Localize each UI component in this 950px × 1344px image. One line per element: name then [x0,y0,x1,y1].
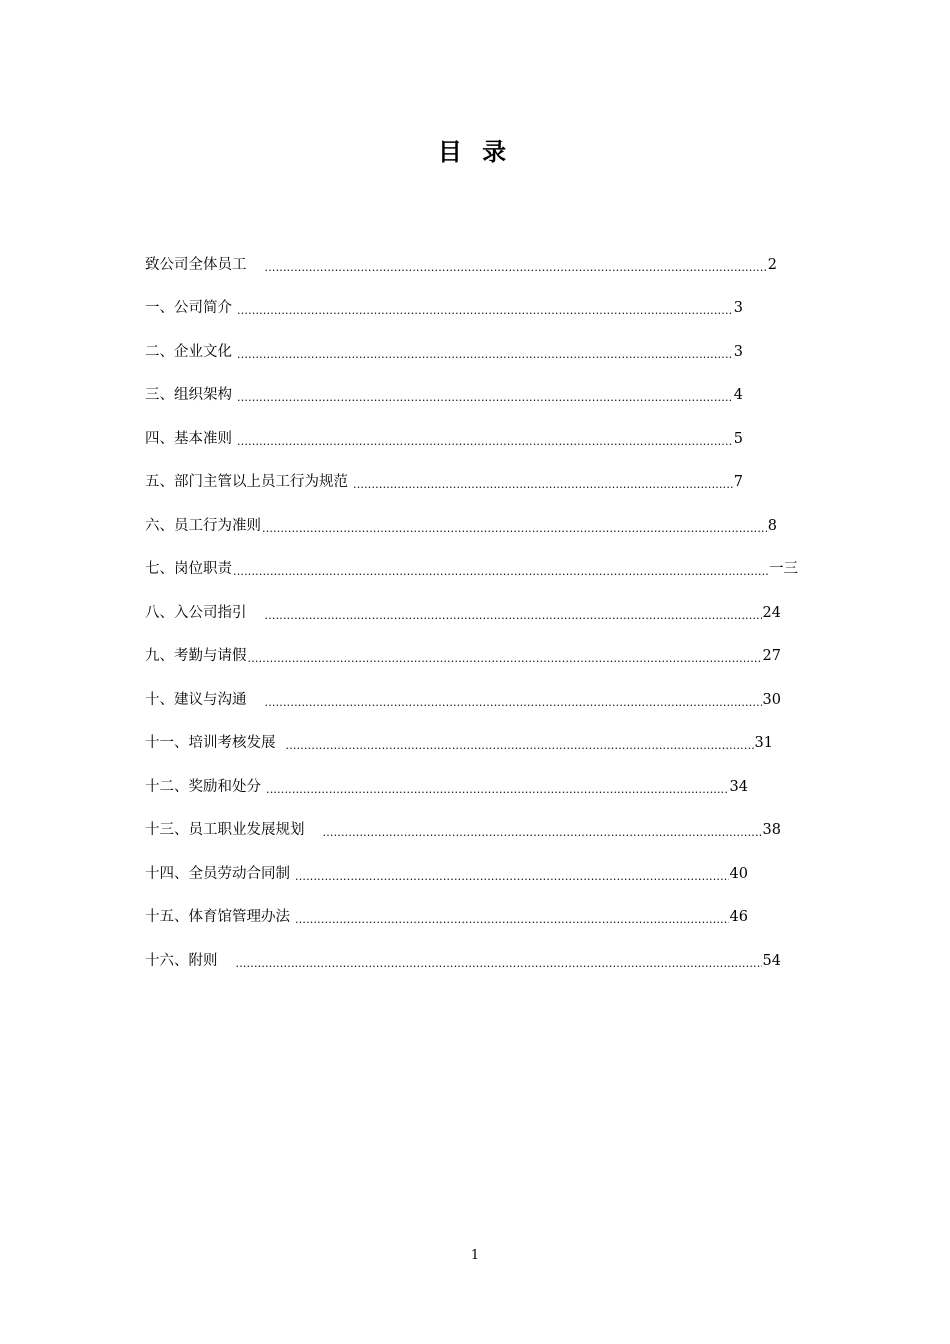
toc-entry-page: 34 [729,779,748,795]
toc-leader-dots [237,297,733,319]
toc-entry-label: 八、入公司指引 [145,605,247,621]
toc-entry-label: 十二、奖励和处分 [145,779,261,795]
page-title: 目 录 [437,138,513,166]
toc-entry-page: 46 [729,909,748,925]
toc-leader-dots [265,689,762,711]
toc-leader-dots [353,471,733,493]
toc-entry-label: 七、岗位职责 [145,561,232,577]
toc-entry-page: 5 [733,431,743,447]
toc-entry-label: 六、员工行为准则 [145,518,261,534]
toc-entry-page: 30 [762,692,781,708]
toc-entry[interactable] [145,297,743,319]
toc-entry[interactable] [145,645,781,667]
toc-leader-dots [323,819,762,841]
toc-entry-page: 27 [762,648,781,664]
toc-leader-dots [237,428,733,450]
toc-entry[interactable] [145,819,781,841]
toc-entry[interactable] [145,471,743,493]
toc-entry-page: 31 [754,735,773,751]
toc-leader-dots [265,602,762,624]
toc-entry-page: 2 [767,257,777,273]
toc-entry[interactable] [145,732,773,754]
toc-entry-label: 十六、附则 [145,953,218,969]
toc-leader-dots [248,645,762,667]
toc-entry-page: 40 [729,866,748,882]
toc-entry-label: 十三、员工职业发展规划 [145,822,305,838]
toc-leader-dots [295,906,729,928]
toc-entry[interactable] [145,602,781,624]
toc-entry[interactable] [145,863,748,885]
toc-entry[interactable] [145,428,743,450]
toc-entry-page: 7 [733,474,743,490]
toc-entry-page: 4 [733,387,743,403]
toc-entry-page: 8 [767,518,777,534]
toc-entry-page: 24 [762,605,781,621]
toc-entry[interactable] [145,950,781,972]
toc-leader-dots [295,863,729,885]
toc-entry-label: 一、公司简介 [145,300,232,316]
toc-leader-dots [265,254,767,276]
toc-entry-page: 3 [733,344,743,360]
toc-entry-page: 38 [762,822,781,838]
toc-leader-dots [286,732,754,754]
toc-entry-label: 十一、培训考核发展 [145,735,276,751]
toc-leader-dots [237,341,733,363]
toc-entry-label: 三、组织架构 [145,387,232,403]
toc-entry[interactable] [145,906,748,928]
toc-entry-label: 四、基本准则 [145,431,232,447]
toc-entry[interactable] [145,254,777,276]
toc-entry-label: 十四、全员劳动合同制 [145,866,290,882]
toc-leader-dots [266,776,729,798]
toc-entry[interactable] [145,341,743,363]
toc-entry[interactable] [145,558,798,580]
toc-entry[interactable] [145,384,743,406]
page-number: 1 [470,1248,480,1263]
toc-leader-dots [236,950,762,972]
toc-entry[interactable] [145,689,781,711]
toc-leader-dots [237,384,733,406]
toc-leader-dots [262,515,767,537]
toc-entry-page: 一三 [769,561,798,577]
toc-entry-label: 十五、体育馆管理办法 [145,909,290,925]
toc-entry-page: 54 [762,953,781,969]
toc-entry-label: 二、企业文化 [145,344,232,360]
toc-entry-label: 十、建议与沟通 [145,692,247,708]
toc-entry[interactable] [145,776,748,798]
toc-entry[interactable] [145,515,777,537]
toc-leader-dots [233,558,768,580]
toc-entry-label: 九、考勤与请假 [145,648,247,664]
toc-entry-page: 3 [733,300,743,316]
toc-entry-label: 五、部门主管以上员工行为规范 [145,474,348,490]
toc-entry-label: 致公司全体员工 [145,257,247,273]
